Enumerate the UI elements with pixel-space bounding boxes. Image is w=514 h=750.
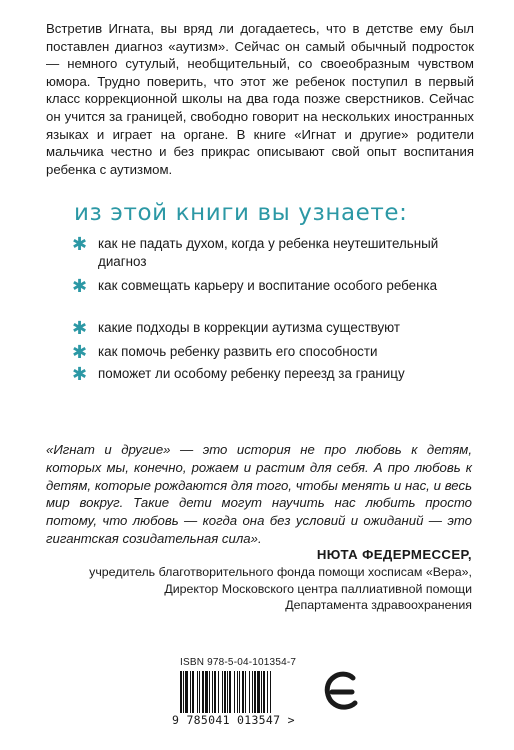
asterisk-icon: ✱ [72, 364, 88, 384]
barcode-bar [190, 671, 191, 713]
barcode-bar [242, 671, 244, 713]
barcode-bar [192, 671, 194, 713]
barcode-bar [254, 671, 256, 713]
bullet-text: поможет ли особому ребенку переезд за границу [98, 366, 405, 381]
asterisk-icon: ✱ [72, 276, 88, 296]
list-item [72, 319, 472, 337]
barcode-bar [252, 671, 253, 713]
bullet-text: как не падать духом, когда у ребенка неутешительный диагноз [98, 236, 439, 269]
intro-paragraph: Встретив Игната, вы вряд ли догадаетесь, что в детстве ему был поставлен диагноз «аутизм». Сейчас он самый обычный подросток — немного сутулый, необщительный, со своеобразным чувством юмора. Трудно поверить, что этот же ребенок поступил в первый класс коррекционной школы на два года позже сверстников. Сейчас он учится за границей, свободно говорит на нескольких иностранных языках и играет на органе. В книге «Игнат и другие» родители мальчика честно и без прикрас описывают свой опыт воспитания ребенка с аутизмом. [46, 21, 474, 177]
barcode-bar [267, 671, 268, 713]
asterisk-icon: ✱ [72, 318, 88, 338]
intro-block [46, 20, 474, 178]
barcode [180, 671, 304, 713]
author-role: Директор Московского центра паллиативной помощи [164, 581, 472, 596]
barcode-bar [212, 671, 213, 713]
barcode-bar [249, 671, 250, 713]
barcode-bar [218, 671, 219, 713]
barcode-bar [180, 671, 182, 713]
bullet-text: как помочь ребенку развить его способности [98, 344, 378, 359]
asterisk-icon: ✱ [72, 234, 88, 254]
barcode-bar [205, 671, 208, 713]
barcode-digits: 9 785041 013547 > [172, 713, 295, 727]
barcode-bar [263, 671, 265, 713]
barcode-bar [224, 671, 226, 713]
bullet-text: какие подходы в коррекции аутизма существуют [98, 320, 401, 335]
author-name: НЮТА ФЕДЕРМЕССЕР, [316, 547, 472, 562]
bullet-text: как совмещать карьеру и воспитание особого ребенка [98, 278, 438, 293]
barcode-bar [229, 671, 231, 713]
barcode-bar [257, 671, 260, 713]
author-role: учредитель благотворительного фонда помощи хосписам «Вера», [89, 565, 472, 579]
attribution [32, 546, 472, 614]
barcode-bar [234, 671, 235, 713]
barcode-bar [202, 671, 204, 713]
quote-block [46, 441, 472, 548]
barcode-bar [214, 671, 216, 713]
barcode-bar [185, 671, 188, 713]
isbn-label: ISBN 978-5-04-101354-7 [180, 657, 297, 668]
barcode-bar [197, 671, 198, 713]
barcode-bar [270, 671, 271, 713]
barcode-bar [227, 671, 228, 713]
list-item [72, 343, 472, 361]
barcode-bar [261, 671, 262, 713]
barcode-bar [245, 671, 246, 713]
barcode-bar [239, 671, 240, 713]
eksmo-logo [322, 670, 362, 714]
barcode-bar [199, 671, 200, 713]
barcode-bar [237, 671, 238, 713]
barcode-bar [183, 671, 184, 713]
author-role: Департамента здравоохранения [285, 598, 472, 613]
section-title: из этой книги вы узнаете: [74, 200, 408, 226]
list-item [72, 235, 472, 271]
list-item [72, 277, 472, 295]
asterisk-icon: ✱ [72, 342, 88, 362]
barcode-bar [209, 671, 210, 713]
barcode-bar [222, 671, 223, 713]
quote-text: «Игнат и другие» — это история не про любовь к детям, которых мы, конечно, рожаем и растим для себя. А про любовь к детям, которые рождаются для того, чтобы менять и нас, и весь мир вокруг. Такие дети могут научить нас любить просто потому, что любовь — когда она без условий и ожиданий — это гигантская созидательная сила». [46, 442, 472, 546]
list-item [72, 365, 472, 383]
